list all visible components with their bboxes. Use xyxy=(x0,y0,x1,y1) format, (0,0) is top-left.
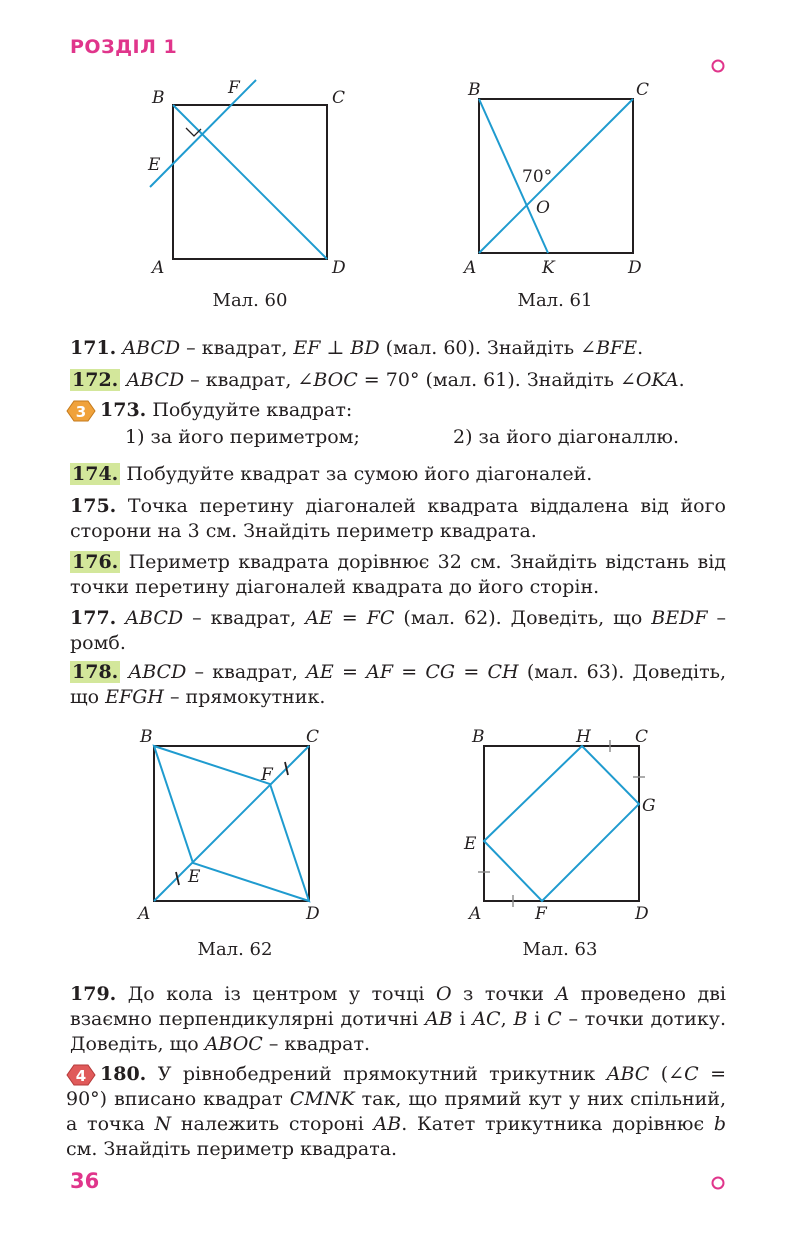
label-C: C xyxy=(332,88,346,108)
figure-61-drawing xyxy=(460,75,650,278)
figure-61 xyxy=(460,75,650,315)
label-B: B xyxy=(468,80,481,100)
problem-173: 3 173. Побудуйте квадрат: xyxy=(66,398,722,423)
problem-175: 175. Точка перетину діагоналей квадрата віддалена від його сторони на 3 см. Знайдіть периметр квадрата. xyxy=(70,495,726,542)
label-A: A xyxy=(138,904,151,924)
label-A: A xyxy=(464,258,477,278)
page-number: 36 xyxy=(70,1169,100,1193)
svg-text:4: 4 xyxy=(75,1067,87,1085)
level-4-badge-icon xyxy=(66,1063,96,1087)
problem-180: 4 180. У рівнобедрений прямокутний трикутник ABC (∠C = 90°) вписано квадрат CMNK так, що прямий кут у них спільний, а точка N належить стороні AB. Катет трикутника дорівнює b см. Знайдіть периметр квадрата. xyxy=(66,1063,727,1160)
label-C: C xyxy=(635,727,649,747)
label-F: F xyxy=(228,78,240,98)
label-A: A xyxy=(152,258,165,278)
label-E: E xyxy=(188,867,201,887)
label-E: E xyxy=(148,155,161,175)
label-F: F xyxy=(261,765,273,785)
label-D: D xyxy=(306,904,320,924)
section-title: РОЗДІЛ 1 xyxy=(70,36,178,58)
footer-rule xyxy=(150,1175,726,1189)
angle-label: 70° xyxy=(522,167,553,187)
figure-62-caption: Мал. 62 xyxy=(197,939,273,960)
label-K: K xyxy=(542,258,555,278)
label-C: C xyxy=(636,80,650,100)
label-B: B xyxy=(472,727,485,747)
figure-63-caption: Мал. 63 xyxy=(522,939,598,960)
label-A: A xyxy=(469,904,482,924)
problem-174: 174. Побудуйте квадрат за сумою його діагоналей. xyxy=(72,463,593,485)
label-O: O xyxy=(536,198,550,218)
figure-62-drawing xyxy=(130,722,340,922)
figure-61-caption: Мал. 61 xyxy=(517,290,593,311)
label-B: B xyxy=(152,88,165,108)
problem-173-option-1: 1) за його периметром; xyxy=(125,426,360,448)
header-rule xyxy=(150,58,726,72)
label-D: D xyxy=(332,258,346,278)
problem-178: 178. ABCD – квадрат, AE = AF = CG = CH (мал. 63). Доведіть, що EFGH – прямокутник. xyxy=(70,661,727,708)
label-F: F xyxy=(535,904,547,924)
label-G: G xyxy=(642,796,656,816)
problem-173-option-2: 2) за його діагоналлю. xyxy=(453,426,680,448)
label-E: E xyxy=(464,834,477,854)
label-B: B xyxy=(140,727,153,747)
svg-text:3: 3 xyxy=(75,403,87,421)
problem-179: 179. До кола із центром у точці O з точки A проведено дві взаємно перпендикулярні дотичні AB і AC, B і C – точки дотику. Доведіть, що ABOC – квадрат. xyxy=(70,983,726,1055)
figure-63-drawing xyxy=(460,722,660,922)
problem-172: 172. ABCD – квадрат, ∠BOC = 70° (мал. 61). Знайдіть ∠OKA. xyxy=(72,369,685,391)
label-C: C xyxy=(306,727,320,747)
label-H: H xyxy=(576,727,591,747)
figure-60-caption: Мал. 60 xyxy=(212,290,288,311)
problem-176: 176. Периметр квадрата дорівнює 32 см. Знайдіть відстань від точки перетину діагоналей квадрата до його сторін. xyxy=(70,551,726,598)
figure-62 xyxy=(130,722,340,967)
label-D: D xyxy=(628,258,642,278)
figure-60-drawing xyxy=(140,75,360,278)
level-3-badge-icon xyxy=(66,399,96,423)
problem-171: 171. ABCD – квадрат, EF ⊥ BD (мал. 60). Знайдіть ∠BFE. xyxy=(70,337,644,359)
problem-177: 177. ABCD – квадрат, AE = FC (мал. 62). Доведіть, що BEDF – ромб. xyxy=(70,607,726,654)
label-D: D xyxy=(635,904,649,924)
figure-63 xyxy=(460,722,660,967)
figure-60 xyxy=(140,75,360,315)
